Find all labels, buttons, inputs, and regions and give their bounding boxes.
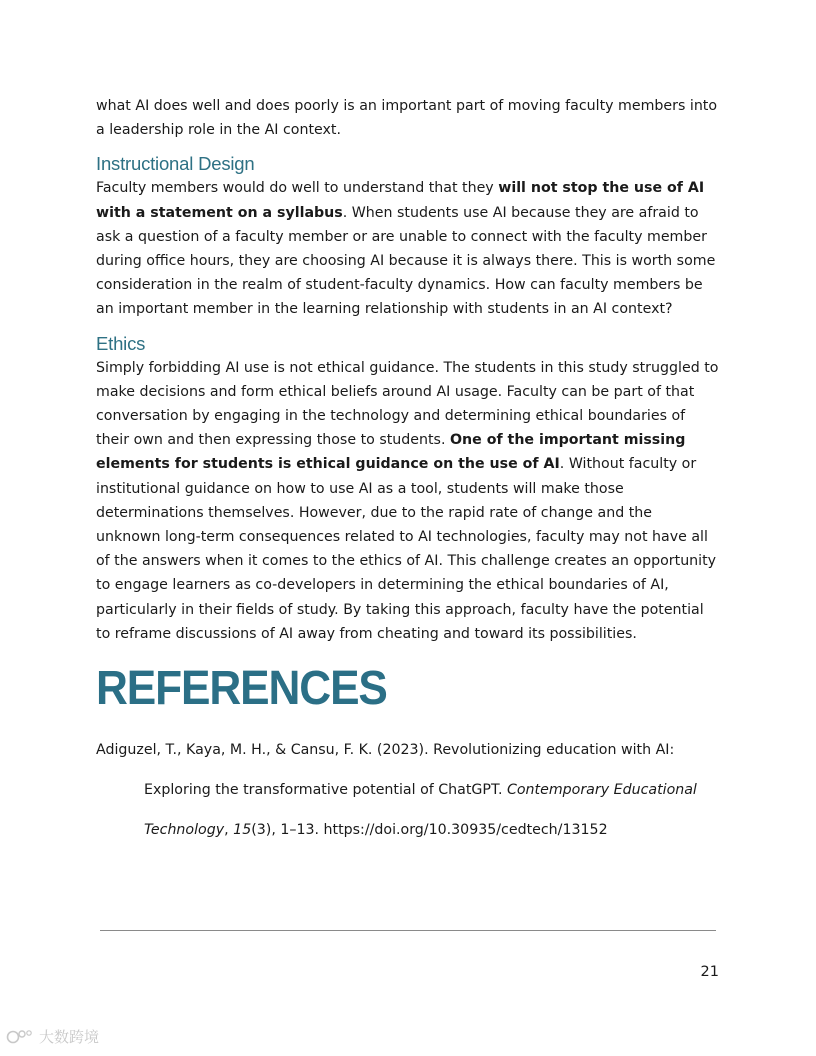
reference-authors-title: Adiguzel, T., Kaya, M. H., & Cansu, F. K. (2023). Revolutionizing education with AI: Exploring the transformative potential of ChatGPT. xyxy=(96,742,675,799)
watermark-text: 大数跨境 xyxy=(39,1028,100,1046)
reference-issue-pages-doi: (3), 1–13. https://doi.org/10.30935/cedtech/13152 xyxy=(251,822,608,839)
ethics-bold-text: One of the important missing elements for students is ethical guidance on the use of AI xyxy=(96,432,686,473)
instructional-design-heading: Instructional Design xyxy=(96,153,255,175)
ethics-heading: Ethics xyxy=(96,332,146,354)
instructional-design-text-after: . When students use AI because they are afraid to ask a question of a faculty member or are unable to connect with the faculty member during office hours, they are choosing AI because it is always there. This is worth some consideration in the realm of student-faculty dynamics. How can faculty members be an important member in the learning relationship with students in an AI context? xyxy=(96,204,716,318)
instructional-design-text-before: Faculty members would do well to understand that they xyxy=(96,180,499,197)
watermark xyxy=(6,1026,99,1047)
watermark-logo-icon xyxy=(6,1028,36,1046)
instructional-design-paragraph xyxy=(96,176,720,321)
references-title: REFERENCES xyxy=(96,662,387,716)
reference-separator: , xyxy=(224,822,234,839)
ethics-paragraph xyxy=(96,356,720,646)
intro-paragraph: what AI does well and does poorly is an important part of moving faculty members into a leadership role in the AI context. xyxy=(96,98,718,139)
instructional-design-bold-text: will not stop the use of AI with a statement on a syllabus xyxy=(96,180,705,221)
reference-journal: Contemporary Educational Technology xyxy=(144,782,697,839)
footer-divider xyxy=(100,930,716,931)
page-number: 21 xyxy=(700,964,719,980)
ethics-text-before: Simply forbidding AI use is not ethical guidance. The students in this study struggled to make decisions and form ethical beliefs around AI usage. Faculty can be part of that conversation by engaging in the technology and determining ethical boundaries of their own and then expressing those to students. xyxy=(96,359,719,449)
reference-volume: 15 xyxy=(233,822,252,839)
page-content xyxy=(96,94,720,850)
reference-entry xyxy=(96,730,720,850)
ethics-text-after: . Without faculty or institutional guidance on how to use AI as a tool, students will make those determinations themselves. However, due to the rapid rate of change and the unknown long-term consequences related to AI technologies, faculty may not have all of the answers when it comes to the ethics of AI. This challenge creates an opportunity to engage learners as co-developers in determining the ethical boundaries of AI, particularly in their fields of study. By taking this approach, faculty have the potential to reframe discussions of AI away from cheating and toward its possibilities. xyxy=(96,456,717,642)
